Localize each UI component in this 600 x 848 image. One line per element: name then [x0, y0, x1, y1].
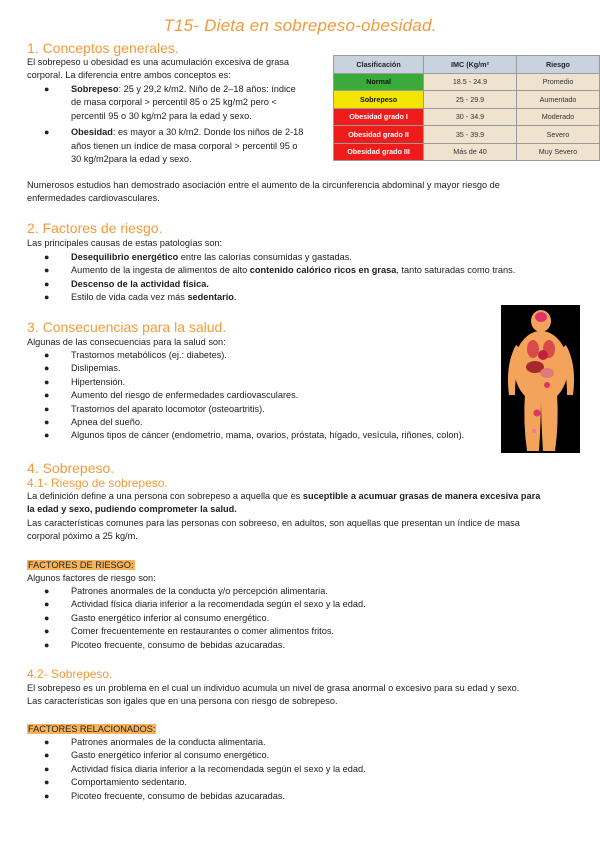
item-text: Apnea del sueño.	[71, 417, 143, 428]
item-text: Hipertensión.	[71, 376, 126, 387]
item-text: Gasto energético inferior al consumo energético.	[71, 750, 270, 761]
bold-text: Desequilibrio energético	[71, 252, 179, 262]
risk-cell: Aumentado	[516, 91, 599, 109]
section-2-intro: Las principales causas de estas patologías son:	[27, 238, 223, 248]
subsection-4-2-heading: 4.2- Sobrepeso.	[27, 667, 113, 681]
bullet-icon: ●	[44, 127, 50, 138]
bullet-icon: ●	[44, 252, 50, 262]
item-text: Aumento del riesgo de enfermedades cardiovasculares.	[71, 390, 299, 401]
list-item	[27, 585, 527, 598]
item-text: Dislipemias.	[71, 363, 121, 374]
item-text: Trastornos metabólicos (ej.: diabetes).	[71, 350, 227, 360]
bullet-icon: ●	[44, 777, 50, 788]
list-item	[27, 376, 507, 389]
bullet-icon: ●	[44, 737, 50, 747]
item-text: Comportamiento sedentario.	[71, 777, 187, 788]
table-header-row	[334, 56, 600, 74]
list-item	[27, 291, 587, 304]
item-text: Comer frecuentemente en restaurantes o comer alimentos fritos.	[71, 626, 334, 637]
paragraph-line: Numerosos estudios han demostrado asociación entre el aumento de la circunferencia abdominal y mayor riesgo de	[27, 180, 500, 190]
risk-factors-list	[27, 585, 527, 652]
list-item-sobrepeso	[27, 83, 327, 123]
bullet-icon: ●	[44, 612, 50, 623]
bullet-icon: ●	[44, 278, 50, 289]
section-3-intro: Algunas de las consecuencias para la salud son:	[27, 337, 226, 347]
characteristics-text: Las características comunes para las personas con sobreeso, en adultos, son aquellas que presentan un índice de masa	[27, 517, 520, 528]
imc-cell: 18.5 - 24.9	[424, 73, 517, 91]
bold-text: contenido calórico ricos en grasa	[249, 265, 397, 276]
item-text: , tanto saturadas como trans.	[396, 265, 516, 276]
bullet-icon: ●	[44, 639, 50, 650]
section-1-paragraph	[27, 179, 577, 206]
list-item	[27, 278, 587, 291]
bullet-icon: ●	[44, 750, 50, 761]
paragraph-line: Las características son igales que en una persona con riesgo de sobrepeso.	[27, 696, 338, 707]
paragraph-line: enfermedades cardiovasculares.	[27, 193, 160, 204]
bullet-icon: ●	[44, 599, 50, 610]
bullet-icon: ●	[44, 626, 50, 637]
bullet-icon: ●	[44, 586, 50, 596]
item-text: Picoteo frecuente, consumo de bebidas azucaradas.	[71, 639, 285, 650]
imc-cell: 25 - 29.9	[424, 91, 517, 109]
bullet-icon: ●	[44, 417, 50, 428]
section-1-heading: 1. Conceptos generales.	[27, 40, 179, 56]
table-row	[334, 108, 600, 126]
bmi-classification-table	[333, 55, 600, 161]
table-row	[334, 73, 600, 91]
list-item	[27, 389, 507, 402]
bullet-icon: ●	[44, 763, 50, 774]
bullet-icon: ●	[44, 390, 50, 401]
list-item	[27, 598, 527, 611]
table-row	[334, 143, 600, 161]
bold-text: la edad y sexo, pudiendo comprometer la salud.	[27, 504, 237, 515]
bullet-icon: ●	[44, 403, 50, 414]
intro-line: El sobrepeso u obesidad es una acumulación excesiva de grasa	[27, 57, 290, 67]
document-title: T15- Dieta en sobrepeso-obesidad.	[163, 16, 437, 35]
related-factors-list	[27, 736, 527, 803]
bold-text: Descenso de la actividad física.	[71, 278, 209, 289]
section-2-heading: 2. Factores de riesgo.	[27, 220, 163, 236]
list-item	[27, 403, 507, 416]
risk-factors-intro: Algunos factores de riesgo son:	[27, 573, 156, 583]
bold-text: suceptible a acumuar grasas de manera excesiva para	[302, 491, 541, 501]
item-text: Picoteo frecuente, consumo de bebidas azucaradas.	[71, 790, 285, 801]
bullet-icon: ●	[44, 84, 50, 94]
classification-cell: Sobrepeso	[334, 91, 424, 109]
section-1-list	[27, 83, 327, 166]
header-clasificacion: Clasificación	[334, 56, 424, 74]
item-text: entre las calorías consumidas y gastadas.	[178, 252, 352, 262]
bullet-icon: ●	[44, 292, 50, 303]
list-item	[27, 736, 527, 749]
bullet-icon: ●	[44, 430, 50, 441]
section-3-heading: 3. Consecuencias para la salud.	[27, 319, 227, 335]
bullet-icon: ●	[44, 265, 50, 276]
characteristics-text: corporal póximo a 25 kg/m.	[27, 531, 138, 542]
classification-cell: Obesidad grado II	[334, 126, 424, 144]
list-item	[27, 264, 587, 277]
table-body	[334, 73, 600, 161]
body-organs-icon	[501, 305, 580, 453]
risk-cell: Severo	[516, 126, 599, 144]
list-item	[27, 251, 587, 264]
risk-factors-label	[27, 559, 135, 572]
list-item	[27, 416, 507, 429]
paragraph-line: El sobrepeso es un problema en el cual un individuo acumula un nivel de grasa anormal o excesivo para su edad y sexo.	[27, 683, 520, 693]
section-3-list	[27, 349, 507, 443]
risk-cell: Moderado	[516, 108, 599, 126]
term-text: : es mayor a 30 k/m2. Donde los niños de 2-18	[112, 127, 304, 138]
bullet-icon: ●	[44, 350, 50, 360]
item-text: .	[233, 292, 237, 303]
item-text: Aumento de la ingesta de alimentos de alto	[71, 265, 250, 276]
item-text: Trastornos del aparato locomotor (osteoartritis).	[71, 403, 265, 414]
list-item	[27, 763, 527, 776]
sobrepeso-paragraph	[27, 682, 587, 709]
list-item	[27, 639, 527, 652]
list-item-obesidad	[27, 126, 327, 166]
item-text: Algunos tipos de cáncer (endometrio, mama, ovarios, próstata, hígado, vesícula, riñones, colon).	[71, 430, 465, 441]
item-text: Patrones anormales de la conducta alimentaria.	[71, 737, 266, 747]
highlighted-label: FACTORES RELACIONADOS:	[28, 724, 156, 734]
section-1-intro	[27, 56, 289, 83]
list-item	[27, 349, 507, 362]
definition-text: La definición define a una persona con sobrepeso a aquella que es	[27, 491, 303, 501]
term-text: años tienen un índice de masa corporal > percentil 95 o	[71, 140, 298, 151]
item-text: Actividad física diaria inferior a la recomendada según el sexo y la edad.	[71, 599, 366, 610]
item-text: Estilo de vida cada vez más	[71, 292, 188, 303]
item-text: Actividad física diaria inferior a la recomendada según el sexo y la edad.	[71, 763, 366, 774]
term-label: Sobrepeso	[71, 84, 119, 94]
section-4-heading: 4. Sobrepeso.	[27, 460, 115, 476]
imc-cell: 35 - 39.9	[424, 126, 517, 144]
risk-cell: Muy Severo	[516, 143, 599, 161]
term-text: : 25 y 29,2 k/m2. Niño de 2–18 años: índice	[118, 84, 296, 94]
subsection-4-1-heading: 4.1- Riesgo de sobrepeso.	[27, 476, 168, 490]
table-row	[334, 91, 600, 109]
bullet-icon: ●	[44, 363, 50, 374]
list-item	[27, 429, 507, 442]
term-text: percentil 95 o 30 kg/m2 para la edad y sexo.	[71, 110, 252, 121]
classification-cell: Obesidad grado I	[334, 108, 424, 126]
imc-cell: 30 - 34.9	[424, 108, 517, 126]
term-text: 30 kg/m2para la edad y sexo.	[71, 154, 192, 165]
list-item	[27, 790, 527, 803]
classification-cell: Normal	[334, 73, 424, 91]
table-row	[334, 126, 600, 144]
obesity-body-illustration	[501, 305, 580, 453]
list-item	[27, 612, 527, 625]
related-factors-label	[27, 723, 156, 736]
bullet-icon: ●	[44, 376, 50, 387]
list-item	[27, 625, 527, 638]
risk-cell: Promedio	[516, 73, 599, 91]
list-item	[27, 749, 527, 762]
header-imc: IMC (Kg/m²	[424, 56, 517, 74]
term-text: de masa corporal > percentil 85 o 25 kg/m2 pero <	[71, 97, 277, 108]
list-item	[27, 776, 527, 789]
imc-cell: Más de 40	[424, 143, 517, 161]
bold-text: sedentario	[187, 292, 234, 303]
item-text: Patrones anormales de la conducta y/o percepción alimentaria.	[71, 586, 328, 596]
definition-paragraph	[27, 490, 577, 544]
classification-cell: Obesidad grado III	[334, 143, 424, 161]
header-riesgo: Riesgo	[516, 56, 599, 74]
item-text: Gasto energético inferior al consumo energético.	[71, 612, 270, 623]
intro-line: corporal. La diferencia entre ambos conceptos es:	[27, 70, 231, 81]
section-2-list	[27, 251, 587, 305]
term-label: Obesidad	[71, 127, 113, 138]
highlighted-label: FACTORES DE RIESGO:	[28, 560, 134, 570]
list-item	[27, 362, 507, 375]
bullet-icon: ●	[44, 790, 50, 801]
